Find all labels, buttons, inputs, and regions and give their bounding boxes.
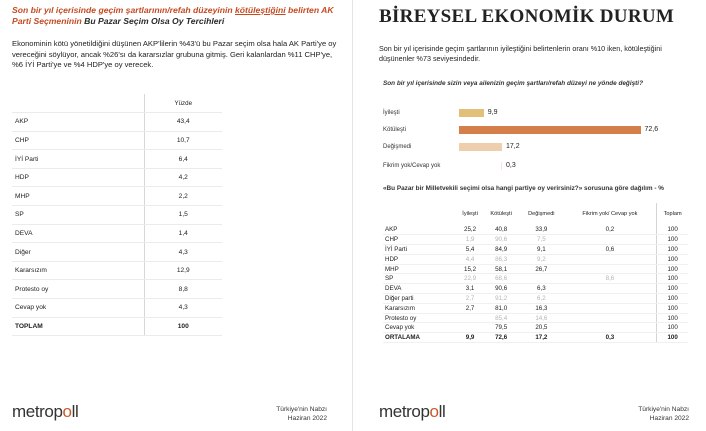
bar-label: Kötüleşti: [383, 127, 407, 133]
bar-value-label: 0,3: [506, 162, 516, 169]
bar-label: Fikrim yok/Cevap yok: [383, 163, 441, 169]
crosstab-row: [383, 323, 688, 333]
crosstab-cell: 7,5: [519, 235, 563, 245]
crosstab-cell: [564, 264, 657, 274]
footer-date: Haziran 2022: [287, 415, 327, 422]
crosstab-column-header: Değişmedi: [528, 210, 555, 217]
crosstab-cell: 33,9: [519, 225, 563, 235]
party-percent: 6,4: [144, 150, 222, 169]
crosstab-header-blank: [383, 203, 457, 225]
party-percent: 100: [144, 317, 222, 336]
crosstab-cell: 26,7: [519, 264, 563, 274]
party-percent: 8,8: [144, 280, 222, 299]
party-name: AKP: [12, 113, 144, 132]
left-title-tail: Bu Pazar Seçim Olsa Oy Tercihleri: [84, 16, 225, 26]
table-row: [12, 113, 222, 132]
crosstab-cell: [457, 323, 483, 333]
table-header-party: [12, 94, 144, 113]
footer-source: Türkiye'nin Nabzı: [276, 406, 327, 413]
crosstab-column-header: Fikrim yok/ Cevap yok: [582, 210, 638, 217]
table-row: [12, 131, 222, 150]
crosstab-cell: [564, 303, 657, 313]
crosstab-party: DEVA: [383, 284, 457, 294]
crosstab-header-row: [383, 203, 688, 225]
crosstab-column-header: Toplam: [657, 203, 688, 225]
logo-text-a: metrop: [379, 402, 430, 421]
table-row: [12, 299, 222, 318]
table-row: [12, 243, 222, 262]
crosstab-cell: 9,1: [519, 245, 563, 255]
crosstab-cell: 2,7: [457, 303, 483, 313]
crosstab-cell: 79,5: [483, 323, 519, 333]
crosstab-row: [383, 333, 688, 343]
table-row: [12, 206, 222, 225]
crosstab-cell: 90,6: [483, 235, 519, 245]
party-name: TOPLAM: [12, 317, 144, 336]
crosstab-party: Cevap yok: [383, 323, 457, 333]
party-name: Protesto oy: [12, 280, 144, 299]
crosstab-cell: 9,9: [457, 333, 483, 343]
vote-preference-table: [12, 94, 222, 336]
party-name: HDP: [12, 168, 144, 187]
crosstab-cell: 84,9: [483, 245, 519, 255]
crosstab-cell: [564, 254, 657, 264]
right-title: BİREYSEL EKONOMİK DURUM: [379, 6, 675, 27]
crosstab-cell: 15,2: [457, 264, 483, 274]
crosstab-party: Kararsızım: [383, 303, 457, 313]
crosstab-cell: 3,1: [457, 284, 483, 294]
left-footer: [255, 405, 327, 423]
crosstab-cell: 81,0: [483, 303, 519, 313]
bar: [459, 109, 484, 117]
footer-source: Türkiye'nin Nabzı: [638, 406, 689, 413]
table-header-row: [12, 94, 222, 113]
crosstab-cell: 90,6: [483, 284, 519, 294]
crosstab-row: [383, 225, 688, 235]
crosstab-cell: 6,3: [519, 284, 563, 294]
crosstab-cell: 8,6: [564, 274, 657, 284]
crosstab-cell: 100: [657, 323, 688, 333]
bar-label: Değişmedi: [383, 144, 412, 150]
crosstab-cell: [564, 284, 657, 294]
party-percent: 4,2: [144, 168, 222, 187]
crosstab-party: MHP: [383, 264, 457, 274]
crosstab-column-header: Kötüleşti: [490, 210, 512, 217]
crosstab-cell: 100: [657, 225, 688, 235]
crosstab-cell: 100: [657, 235, 688, 245]
crosstab-cell: 4,4: [457, 254, 483, 264]
crosstab-cell: 100: [657, 264, 688, 274]
crosstab-cell: 0,3: [564, 333, 657, 343]
crosstab-row: [383, 254, 688, 264]
table-row: [12, 150, 222, 169]
crosstab-cell: 16,3: [519, 303, 563, 313]
economic-change-bar-chart: [353, 106, 706, 182]
crosstab-cell: 20,5: [519, 323, 563, 333]
party-name: MHP: [12, 187, 144, 206]
party-percent: 4,3: [144, 243, 222, 262]
crosstab-cell: [564, 235, 657, 245]
table-row: [12, 317, 222, 336]
crosstab-cell: [564, 294, 657, 304]
party-percent: 4,3: [144, 299, 222, 318]
crosstab-party: CHP: [383, 235, 457, 245]
crosstab-party: HDP: [383, 254, 457, 264]
crosstab-cell: 100: [657, 254, 688, 264]
bar-value-label: 72,6: [644, 126, 659, 133]
crosstab-row: [383, 264, 688, 274]
party-percent: 1,5: [144, 206, 222, 225]
party-name: İYİ Parti: [12, 150, 144, 169]
logo-text-a: metrop: [12, 402, 63, 421]
party-name: DEVA: [12, 224, 144, 243]
bar: [501, 162, 502, 170]
left-slide: [0, 0, 352, 431]
crosstab-cell: 100: [657, 313, 688, 323]
crosstab-table: [383, 203, 688, 343]
crosstab-row: [383, 313, 688, 323]
table-header-percent: Yüzde: [144, 94, 222, 113]
bar: [459, 126, 641, 134]
party-name: SP: [12, 206, 144, 225]
crosstab-cell: 2,7: [457, 294, 483, 304]
right-slide: [352, 0, 706, 431]
party-name: CHP: [12, 131, 144, 150]
crosstab-party: İYİ Parti: [383, 245, 457, 255]
crosstab-cell: 17,2: [519, 333, 563, 343]
party-name: Diğer: [12, 243, 144, 262]
crosstab-party: SP: [383, 274, 457, 284]
crosstab-row: [383, 284, 688, 294]
crosstab-cell: 72,6: [483, 333, 519, 343]
bar-value-label: 9,9: [487, 109, 498, 116]
crosstab-cell: 5,4: [457, 245, 483, 255]
logo-text-o: o: [429, 402, 439, 421]
metropoll-logo: [12, 402, 78, 422]
crosstab-cell: [564, 323, 657, 333]
crosstab-party: Diğer parti: [383, 294, 457, 304]
crosstab-rows: [383, 225, 688, 343]
crosstab-cell: 100: [657, 245, 688, 255]
crosstab-cell: [564, 313, 657, 323]
crosstab-row: [383, 235, 688, 245]
left-body-text: Ekonominin kötü yönetildiğini düşünen AKP'lilerin %43'ü bu Pazar seçim olsa hala AK Parti'ye oy vereceğini söylüyor, ancak %26'sı da kararsızlar grubuna gitmiş. Geri kalanlardan %11 CHP'ye, %6 İYİ Parti'ye ve %4 HDP'ye oy verecek.: [12, 39, 337, 70]
table-row: [12, 187, 222, 206]
bar-value-label: 17,2: [506, 143, 520, 150]
party-percent: 12,9: [144, 261, 222, 280]
party-percent: 43,4: [144, 113, 222, 132]
table-row: [12, 280, 222, 299]
crosstab-cell: 0,6: [564, 245, 657, 255]
crosstab-cell: 0,2: [564, 225, 657, 235]
party-name: Cevap yok: [12, 299, 144, 318]
party-percent: 1,4: [144, 224, 222, 243]
logo-text-b: ll: [438, 402, 446, 421]
footer-date: Haziran 2022: [649, 415, 689, 422]
left-title-underlined: kötüleştiğini: [235, 5, 286, 15]
question-2: «Bu Pazar bir Milletvekili seçimi olsa hangi partiye oy verirsiniz?» sorusuna göre dağılım - %: [383, 185, 664, 192]
party-name: Kararsızım: [12, 261, 144, 280]
bar-label: İyileşti: [383, 110, 400, 116]
crosstab-cell: 25,2: [457, 225, 483, 235]
table-row: [12, 168, 222, 187]
crosstab-cell: 86,3: [483, 254, 519, 264]
logo-text-b: ll: [71, 402, 79, 421]
crosstab-cell: 100: [657, 284, 688, 294]
crosstab-row: [383, 303, 688, 313]
crosstab-party: ORTALAMA: [383, 333, 457, 343]
question-1: Son bir yıl içerisinde sizin veya ailenizin geçim şartları/refah düzeyi ne yönde değişti?: [383, 80, 643, 87]
logo-text-o: o: [62, 402, 72, 421]
crosstab-party: AKP: [383, 225, 457, 235]
crosstab-party: Protesto oy: [383, 313, 457, 323]
crosstab-cell: 22,9: [457, 274, 483, 284]
table-row: [12, 224, 222, 243]
crosstab-cell: 91,2: [483, 294, 519, 304]
crosstab-column-header: İyileşti: [462, 210, 478, 217]
right-body-text: Son bir yıl içerisinde geçim şartlarının iyileştiğini belirtenlerin oranı %10 iken, kötüleştiğini düşünenler %73 seviyesindedir.: [379, 44, 662, 63]
bar: [459, 143, 502, 151]
crosstab-cell: [457, 313, 483, 323]
crosstab-cell: 14,6: [519, 313, 563, 323]
crosstab-cell: 1,9: [457, 235, 483, 245]
metropoll-logo: [379, 402, 445, 422]
crosstab-cell: 9,2: [519, 254, 563, 264]
vote-preference-rows: [12, 113, 222, 336]
left-title-part2: belirten AK Parti Seçmeninin: [12, 5, 334, 26]
crosstab-cell: 100: [657, 333, 688, 343]
crosstab-cell: 100: [657, 294, 688, 304]
party-percent: 10,7: [144, 131, 222, 150]
crosstab-cell: 68,6: [483, 274, 519, 284]
table-row: [12, 261, 222, 280]
crosstab-row: [383, 274, 688, 284]
crosstab-cell: 100: [657, 274, 688, 284]
left-title: [12, 5, 342, 27]
crosstab-cell: 40,8: [483, 225, 519, 235]
crosstab-cell: 85,4: [483, 313, 519, 323]
crosstab-cell: 6,2: [519, 294, 563, 304]
crosstab-cell: [519, 274, 563, 284]
party-percent: 2,2: [144, 187, 222, 206]
left-title-part1: Son bir yıl içerisinde geçim şartlarının/refah düzeyinin: [12, 5, 236, 15]
right-footer: [615, 405, 689, 423]
crosstab-row: [383, 294, 688, 304]
crosstab-cell: 58,1: [483, 264, 519, 274]
crosstab-cell: 100: [657, 303, 688, 313]
crosstab-row: [383, 245, 688, 255]
